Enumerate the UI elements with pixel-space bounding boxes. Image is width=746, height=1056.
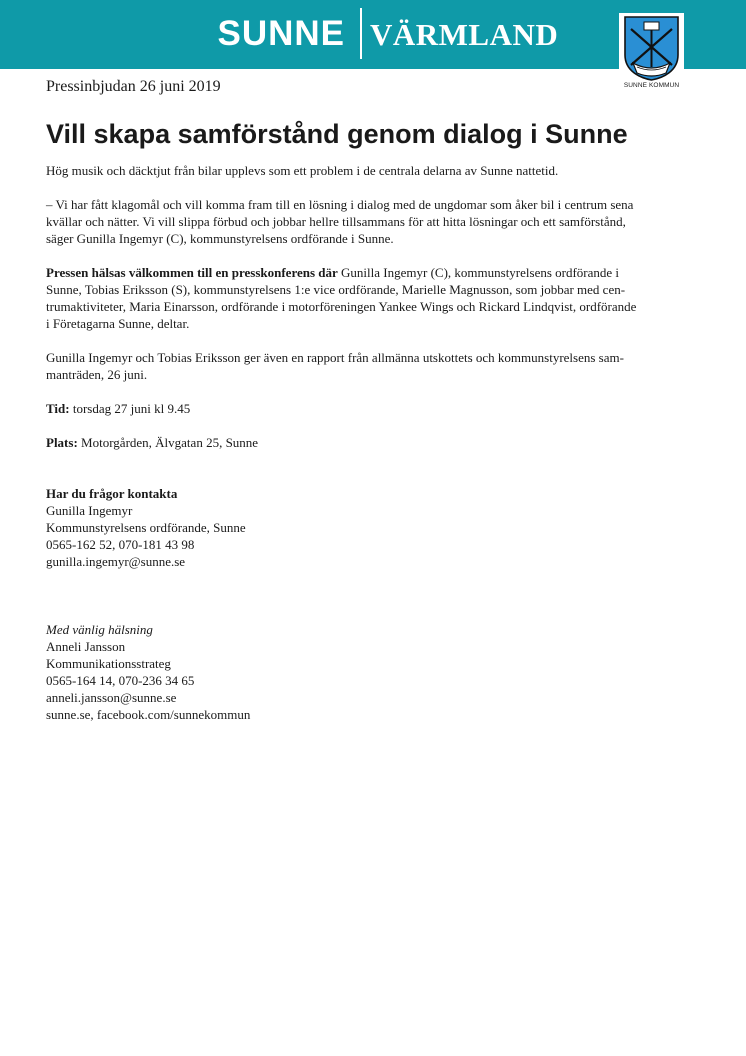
signoff-phone: 0565-164 14, 070-236 34 65 [46, 673, 195, 688]
coat-of-arms-icon [623, 15, 680, 81]
signoff-role: Kommunikationsstrateg [46, 656, 171, 671]
time-value: torsdag 27 juni kl 9.45 [69, 401, 191, 416]
invitation-paragraph [46, 264, 676, 332]
logo-caption: SUNNE KOMMUN [623, 82, 680, 89]
quote-paragraph [46, 196, 676, 247]
report-paragraph [46, 349, 676, 383]
contact-phone: 0565-162 52, 070-181 43 98 [46, 537, 195, 552]
quote-line: – Vi har fått klagomål och vill komma fram till en lösning i dialog med de ungdomar som åker bil i centrum sena [46, 197, 634, 212]
press-dateline: Pressinbjudan 26 juni 2019 [46, 78, 221, 95]
invitation-line: Sunne, Tobias Eriksson (S), kommunstyrelsens 1:e vice ordförande, Marielle Magnusson, som jobbar med cen- [46, 282, 626, 297]
contact-name: Gunilla Ingemyr [46, 503, 133, 518]
signoff-email-link[interactable]: anneli.jansson@sunne.se [46, 690, 177, 705]
invitation-line: trumaktiviteter, Maria Einarsson, ordförande i motorföreningen Yankee Wings och Rickard Lindqvist, ordförande [46, 299, 637, 314]
contact-email-link[interactable]: gunilla.ingemyr@sunne.se [46, 554, 186, 569]
place-label: Plats: [46, 435, 78, 450]
press-release-body [46, 162, 676, 723]
page-title: Vill skapa samförstånd genom dialog i Sunne [46, 119, 628, 149]
invitation-line [46, 264, 676, 281]
invitation-line: i Företagarna Sunne, deltar. [46, 316, 190, 331]
time-label: Tid: [46, 401, 70, 416]
report-line: manträden, 26 juni. [46, 367, 148, 382]
brand-divider [360, 8, 362, 59]
intro-text: Hög musik och däcktjut från bilar upplevs som ett problem i de centrala delarna av Sunne nattetid. [46, 163, 559, 178]
contact-block [46, 485, 676, 570]
signoff-name: Anneli Jansson [46, 639, 126, 654]
invitation-lead: Pressen hälsas välkommen till en presskonferens där [46, 265, 338, 280]
signoff-web-links[interactable]: sunne.se, facebook.com/sunnekommun [46, 707, 251, 722]
municipal-coat-of-arms-logo [619, 13, 684, 94]
contact-heading: Har du frågor kontakta [46, 486, 178, 501]
time-line [46, 400, 676, 417]
intro-paragraph [46, 162, 676, 179]
contact-role: Kommunstyrelsens ordförande, Sunne [46, 520, 246, 535]
signoff-block [46, 621, 676, 723]
place-value: Motorgården, Älvgatan 25, Sunne [77, 435, 259, 450]
report-line: Gunilla Ingemyr och Tobias Eriksson ger även en rapport från allmänna utskottets och kommunstyrelsens sam- [46, 350, 624, 365]
brand-varmland: VÄRMLAND [370, 17, 559, 52]
place-line [46, 434, 676, 451]
quote-line: kvällar och nätter. Vi vill slippa förbud och jobbar hellre tillsammans för att hitta lösningar och ett samförstånd, [46, 214, 626, 229]
invitation-text: Gunilla Ingemyr (C), kommunstyrelsens ordförande i [337, 265, 620, 280]
quote-line: säger Gunilla Ingemyr (C), kommunstyrelsens ordförande i Sunne. [46, 231, 394, 246]
brand-sunne: SUNNE [217, 14, 345, 53]
signoff-greeting: Med vänlig hälsning [46, 622, 153, 637]
